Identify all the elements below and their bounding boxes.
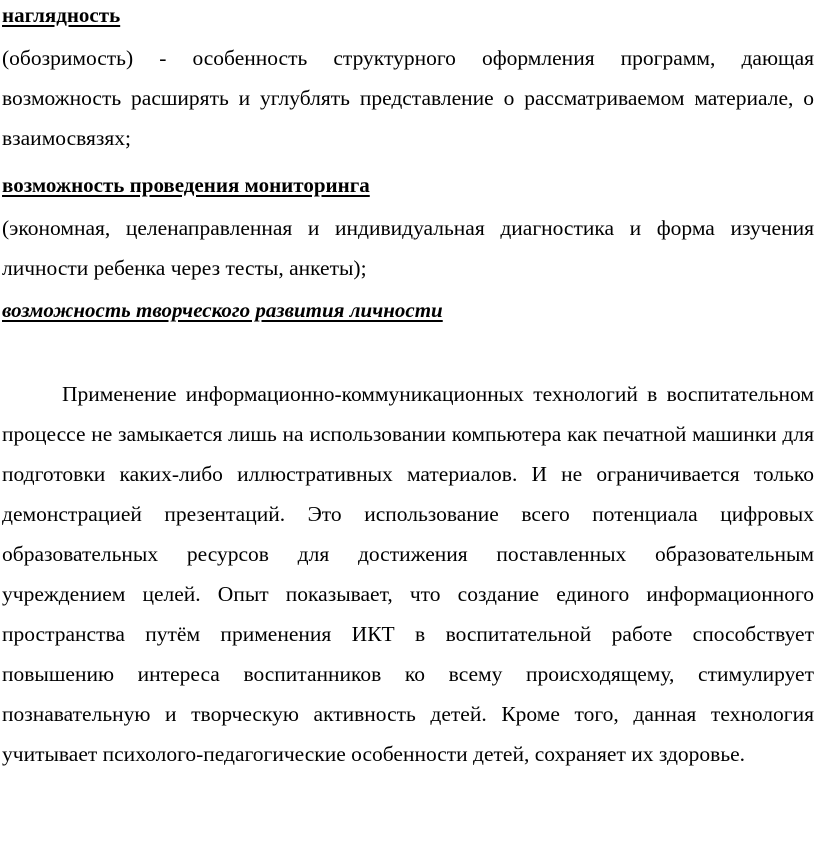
heading-naglyadnost: наглядность [2,3,121,27]
paragraph-ict-application: Применение информационно-коммуникационных технологий в воспитательном процессе не замыкается лишь на использовании компьютера как печатной машинки для подготовки каких-либо иллюстративных материалов. И не ограничивается только демонстрацией презентаций. Это использование всего потенциала цифровых образовательных ресурсов для достижения поставленных образовательным учреждением целей. Опыт показывает, что создание единого информационного пространства путём применения ИКТ в воспитательной работе способствует повышению интереса воспитанников ко всему происходящему, стимулирует познавательную и творческую активность детей. Кроме того, данная технология учитывает психолого-педагогические особенности детей, сохраняет их здоровье. [2,382,814,766]
heading-monitoring: возможность проведения мониторинга [2,173,370,197]
paragraph-monitoring: (экономная, целенаправленная и индивидуальная диагностика и форма изучения личности ребенка через тесты, анкеты); [2,216,814,280]
paragraph-naglyadnost: (обозримость) - особенность структурного оформления программ, дающая возможность расширять и углублять представление о рассматриваемом материале, о взаимосвязях; [2,46,814,150]
heading-creative-development: возможность творческого развития личности [2,298,443,322]
